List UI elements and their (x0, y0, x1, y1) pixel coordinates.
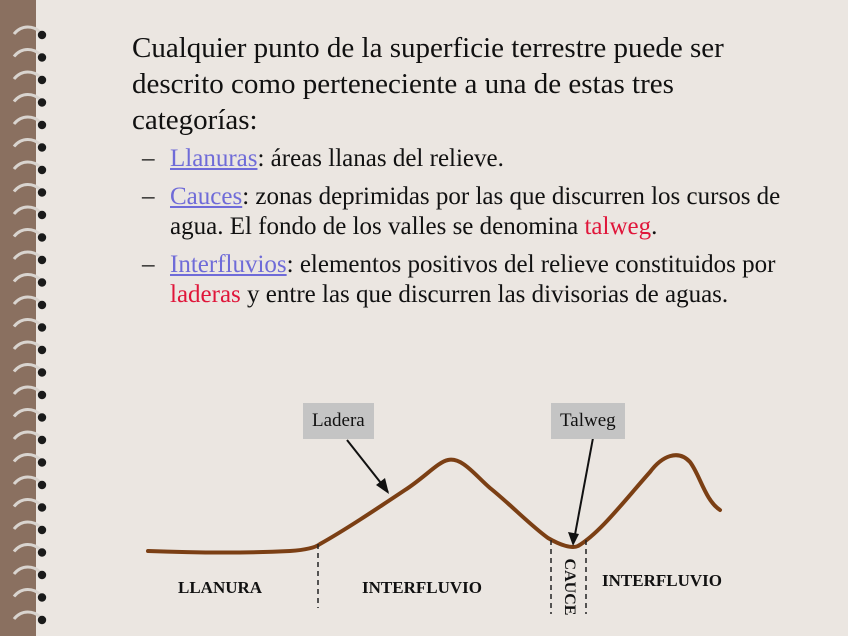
bullet-dash: – (142, 183, 155, 210)
llanuras-description: : áreas llanas del relieve. (257, 145, 504, 172)
bullet-dash: – (142, 145, 155, 172)
intro-paragraph: Cualquier punto de la superficie terrestre puede ser descrito como perteneciente a una de estas tres categorías: (132, 32, 724, 136)
interfluvios-link[interactable]: Interfluvios (170, 251, 287, 278)
llanuras-link[interactable]: Llanuras (170, 145, 258, 172)
talweg-callout: Talweg (551, 403, 625, 439)
ladera-callout: Ladera (303, 403, 374, 439)
bullet-dash: – (142, 251, 155, 278)
zone-label-interfluvio-right: INTERFLUVIO (602, 571, 722, 590)
talweg-highlight: talweg (584, 213, 652, 240)
zone-label-llanura: LLANURA (178, 578, 263, 597)
laderas-highlight: laderas (170, 281, 241, 308)
zone-label-cauce: CAUCE (561, 558, 578, 616)
talweg-arrowhead (568, 532, 579, 546)
talweg-pointer (574, 438, 593, 540)
zone-label-interfluvio-left: INTERFLUVIO (362, 578, 482, 597)
terrain-profile (148, 455, 720, 552)
cauces-link[interactable]: Cauces (170, 183, 243, 210)
interfluvios-description: : elementos positivos del relieve constituidos por (286, 251, 776, 278)
cauces-period: . (651, 213, 658, 240)
cauces-description: : zonas deprimidas por las que discurren los cursos de agua. El fondo de los valles se denomina (170, 183, 781, 240)
interfluvios-description-end: y entre las que discurren las divisorias de aguas. (240, 281, 729, 308)
